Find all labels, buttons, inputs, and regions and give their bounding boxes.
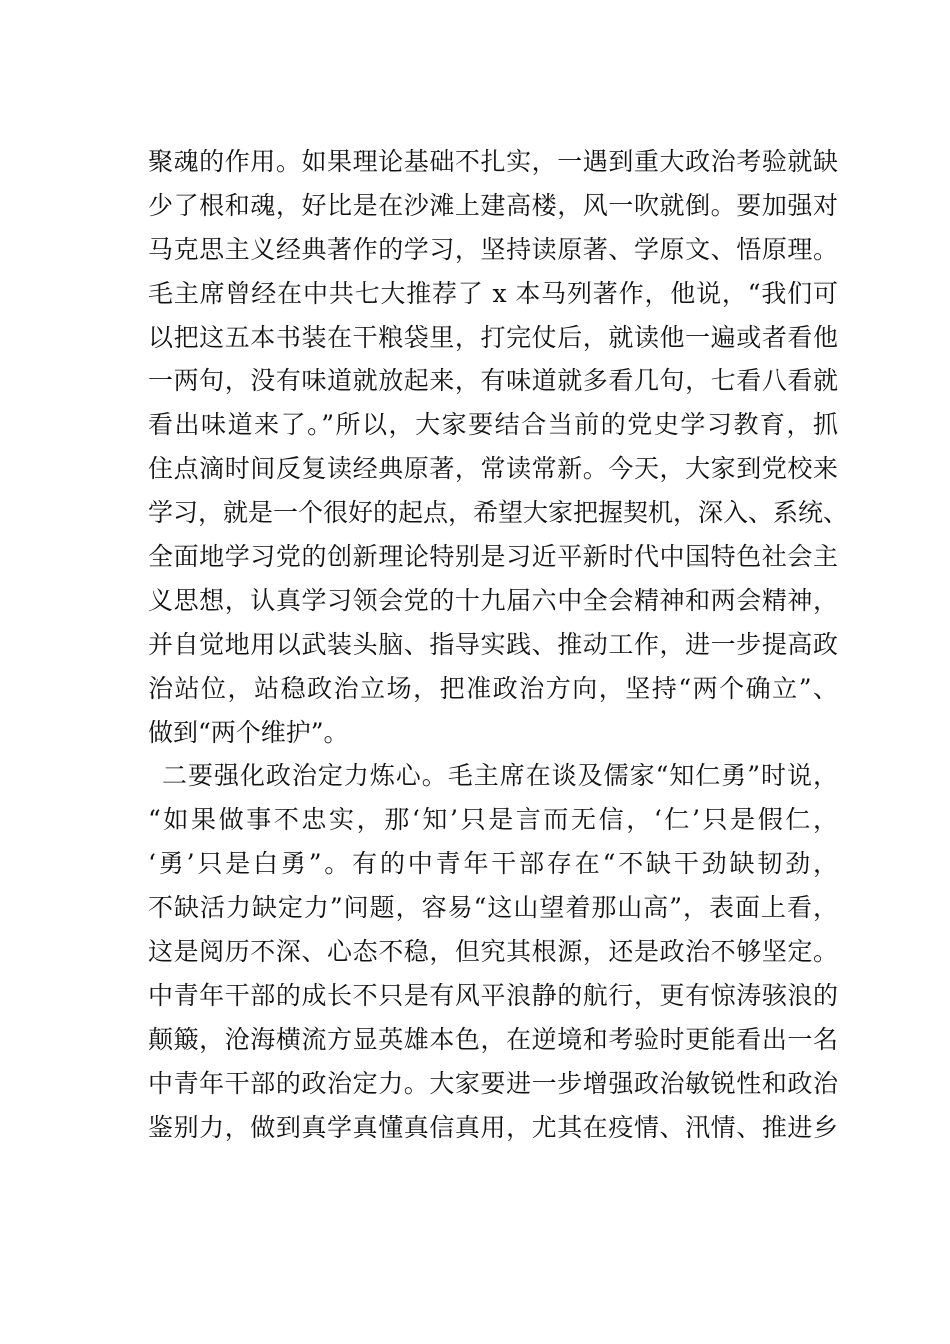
text-line: 这是阅历不深、心态不稳，但究其根源，还是政治不够坚定。 bbox=[148, 937, 838, 967]
text-line: 做到“两个维护”。 bbox=[148, 717, 349, 747]
paragraph-theory-study bbox=[148, 140, 849, 754]
text-line: 中青年干部的成长不只是有风平浪静的航行，更有惊涛骇浪的 bbox=[148, 980, 838, 1010]
text-line: 看出味道来了。”所以，大家要结合当前的党史学习教育，抓 bbox=[148, 410, 838, 440]
text-line: 少了根和魂，好比是在沙滩上建高楼，风一吹就倒。要加强对 bbox=[148, 190, 838, 220]
text-line: 聚魂的作用。如果理论基础不扎实，一遇到重大政治考验就缺 bbox=[148, 147, 838, 176]
text-line: 并自觉地用以武装头脑、指导实践、推动工作，进一步提高政 bbox=[148, 629, 838, 659]
text-line: ‘勇’只是白勇”。有的中青年干部存在“不缺干劲缺韧劲， bbox=[148, 849, 838, 879]
text-line: 一两句，没有味道就放起来，有味道就多看几句，七看八看就 bbox=[148, 366, 838, 396]
text-line: 学习，就是一个很好的起点，希望大家把握契机，深入、系统、 bbox=[148, 498, 849, 528]
text-line: 中青年干部的政治定力。大家要进一步增强政治敏锐性和政治 bbox=[148, 1068, 838, 1098]
paragraph-political-resolve bbox=[148, 754, 838, 1149]
text-line: 治站位，站稳政治立场，把准政治方向，坚持“两个确立”、 bbox=[148, 673, 838, 703]
text-line: 住点滴时间反复读经典原著，常读常新。今天，大家到党校来 bbox=[148, 454, 838, 484]
text-line: 马克思主义经典著作的学习，坚持读原著、学原文、悟原理。 bbox=[148, 234, 838, 264]
text-line: 毛主席曾经在中共七大推荐了 x 本马列著作，他说，“我们可 bbox=[148, 278, 838, 308]
text-line: 鉴别力，做到真学真懂真信真用，尤其在疫情、汛情、推进乡 bbox=[148, 1112, 838, 1142]
text-line: 颠簸，沧海横流方显英雄本色，在逆境和考验时更能看出一名 bbox=[148, 1024, 838, 1054]
text-line: 全面地学习党的创新理论特别是习近平新时代中国特色社会主 bbox=[148, 542, 838, 572]
text-line: 义思想，认真学习领会党的十九届六中全会精神和两会精神， bbox=[148, 585, 838, 615]
text-line: 二要强化政治定力炼心。毛主席在谈及儒家“知仁勇”时说， bbox=[162, 761, 838, 791]
text-line: 以把这五本书装在干粮袋里，打完仗后，就读他一遍或者看他 bbox=[148, 322, 838, 352]
text-line: 不缺活力缺定力”问题，容易“这山望着那山高”，表面上看， bbox=[148, 893, 838, 923]
body-text bbox=[148, 140, 849, 1149]
text-line: “如果做事不忠实，那‘知’只是言而无信，‘仁’只是假仁， bbox=[148, 805, 838, 835]
